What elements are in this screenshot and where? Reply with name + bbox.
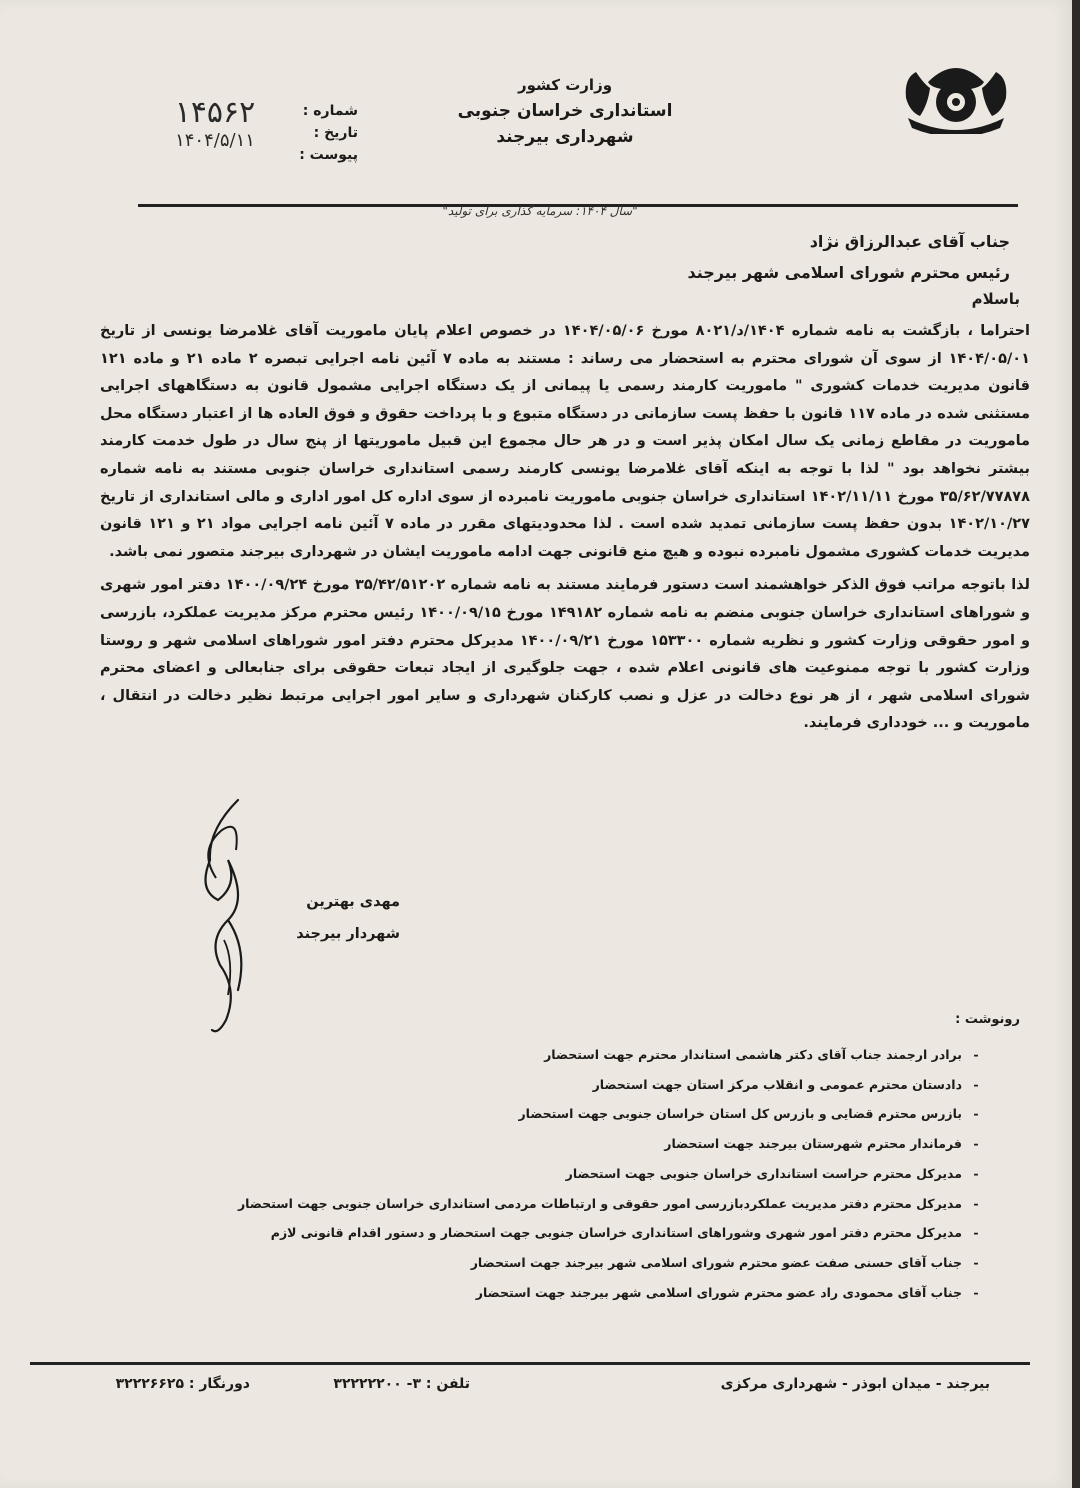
addressee bbox=[560, 226, 1010, 288]
signer-block bbox=[240, 886, 400, 950]
date-label: تاریخ : bbox=[313, 125, 358, 141]
list-item: -برادر ارجمند جناب آقای دکتر هاشمی استاندار محترم جهت استحضار bbox=[544, 1047, 979, 1062]
letter-body bbox=[100, 318, 1030, 738]
footer-divider bbox=[30, 1362, 1030, 1365]
list-item: -بازرس محترم قضایی و بازرس کل استان خراسان جنوبی جهت استحضار bbox=[518, 1106, 979, 1122]
cc-item-text: جناب آقای محمودی راد عضو محترم شورای اسلامی شهر بیرجند جهت استحضار bbox=[475, 1284, 962, 1300]
number-label: شماره : bbox=[302, 103, 358, 119]
list-item: -مدیرکل محترم دفتر امور شهری وشوراهای استانداری خراسان جنوبی جهت استحضار و دستور اقدام قانونی لازم bbox=[270, 1225, 979, 1241]
letterhead bbox=[440, 72, 690, 150]
letter-meta-labels bbox=[268, 100, 358, 166]
municipality-emblem-icon bbox=[900, 58, 1012, 134]
signer-name: مهدی بهترین bbox=[306, 894, 400, 910]
list-item: -دادستان محترم عمومی و انقلاب مرکز استان جهت استحضار bbox=[592, 1076, 979, 1092]
cc-item-text: بازرس محترم قضایی و بازرس کل استان خراسان جنوبی جهت استحضار bbox=[518, 1106, 962, 1122]
cc-item-text: دادستان محترم عمومی و انقلاب مرکز استان جهت استحضار bbox=[592, 1076, 962, 1092]
body-paragraph-2: لذا باتوجه مراتب فوق الذکر خواهشمند است دستور فرمایند مستند به نامه شماره ۳۵/۴۲/۵۱۲۰۲ مورخ ۱۴۰۰/۰۹/۲۴ دفتر امور شهری و شوراهای استانداری خراسان جنوبی منضم به نامه شماره ۱۴۹۱۸۲ مورخ ۱۴۰۰/۰۹/۱۵ رئیس محترم مرکز مدیریت عملکرد، بازرسی و امور حقوقی وزارت کشور و نظریه شماره ۱۵۳۳۰۰ مورخ ۱۴۰۰/۰۹/۲۱ مدیرکل محترم دفتر امور شوراهای اسلامی شهر و روستا وزارت کشور با توجه ممنوعیت های قانونی اعلام شده ، جهت جلوگیری از ایجاد تبعات حقوقی برای جنابعالی و اعضای محترم شورای اسلامی شهر ، از هر نوع دخالت در عزل و نصب کارکنان شهرداری و سایر امور اجرایی مرتبط نظیر دخالت در انتقال ، ماموریت و ... خودداری فرمایند. bbox=[100, 577, 1030, 732]
cc-item-text: برادر ارجمند جناب آقای دکتر هاشمی استاندار محترم جهت استحضار bbox=[544, 1047, 962, 1062]
footer-fax: دورنگار : ۳۲۲۲۶۶۲۵ bbox=[115, 1376, 250, 1392]
governorate-name: استانداری خراسان جنوبی bbox=[457, 101, 673, 121]
cc-item-text: جناب آقای حسنی صفت عضو محترم شورای اسلامی شهر بیرجند جهت استحضار bbox=[470, 1254, 962, 1270]
addressee-title: رئیس محترم شورای اسلامی شهر بیرجند bbox=[687, 263, 1010, 282]
letter-meta-values bbox=[150, 96, 280, 152]
cc-title: رونوشت : bbox=[955, 1012, 1020, 1027]
cc-item-text: مدیرکل محترم دفتر امور شهری وشوراهای استانداری خراسان جنوبی جهت استحضار و دستور اقدام قانونی لازم bbox=[270, 1225, 962, 1241]
footer-phone: تلفن : ۳- ۳۲۲۲۲۲۰۰ bbox=[333, 1376, 470, 1392]
cc-item-text: مدیرکل محترم حراست استانداری خراسان جنوبی جهت استحضار bbox=[565, 1165, 962, 1181]
ministry-name: وزارت کشور bbox=[517, 76, 613, 94]
body-paragraph-1: احتراما ، بازگشت به نامه شماره ۱۴۰۴/د/۸۰۲۱ مورخ ۱۴۰۴/۰۵/۰۶ در خصوص اعلام پایان ماموریت آقای غلامرضا یونسی از تاریخ ۱۴۰۴/۰۵/۰۱ از سوی آن شورای محترم به استحضار می رساند : مستند به ماده ۷ آئین نامه اجرایی تبصره ۲ ماده ۲۱ و ماده ۱۲۱ قانون مدیریت خدمات کشوری " ماموریت کارمند رسمی یا پیمانی از یک دستگاه اجرایی مشمول قانون به دستگاههای اجرایی مستثنی شده در ماده ۱۱۷ قانون با حفظ پست سازمانی در دستگاه متبوع و با پرداخت حقوق و فوق العاده ها از اعتبار دستگاه محل ماموریت در مقاطع زمانی یک سال امکان پذیر است و در هر حال مجموع این قبیل ماموریتها از پنج سال در طول خدمت کارمند بیشتر نخواهد بود " لذا با توجه به اینکه آقای غلامرضا یونسی کارمند رسمی استانداری خراسان جنوبی مستند به نامه شماره ۳۵/۶۲/۷۷۸۷۸ مورخ ۱۴۰۲/۱۱/۱۱ استانداری خراسان جنوبی ماموریت نامبرده از سوی اداره کل امور اداری و مالی استانداری از تاریخ ۱۴۰۲/۱۰/۲۷ بدون حفظ پست سازمانی تمدید شده است . لذا محدودیتهای مقرر در ماده ۷ آئین نامه اجرایی مواد ۲۱ و ۱۲۱ قانون مدیریت خدمات کشوری مشمول نامبرده نبوده و هیچ منع قانونی جهت ادامه ماموریت ایشان در شهرداری بیرجند متصور نمی باشد. bbox=[100, 323, 1030, 560]
salutation: باسلام bbox=[971, 290, 1020, 308]
list-item: -مدیرکل محترم حراست استانداری خراسان جنوبی جهت استحضار bbox=[565, 1165, 979, 1181]
footer-address: بیرجند - میدان ابوذر - شهرداری مرکزی bbox=[720, 1376, 990, 1392]
cc-item-text: مدیرکل محترم دفتر مدیریت عملکردبازرسی امور حقوقی و ارتباطات مردمی استانداری خراسان جنوبی جهت استحضار bbox=[237, 1195, 962, 1211]
cc-item-text: فرماندار محترم شهرستان بیرجند جهت استحضار bbox=[664, 1136, 962, 1152]
year-slogan: "سال ۱۴۰۴: سرمایه گذاری برای تولید" bbox=[442, 204, 638, 218]
attachment-label: پیوست : bbox=[299, 147, 358, 163]
list-item: -مدیرکل محترم دفتر مدیریت عملکردبازرسی امور حقوقی و ارتباطات مردمی استانداری خراسان جنوبی جهت استحضار bbox=[237, 1195, 979, 1211]
cc-list bbox=[150, 1040, 990, 1307]
list-item: -جناب آقای محمودی راد عضو محترم شورای اسلامی شهر بیرجند جهت استحضار bbox=[475, 1284, 979, 1300]
signer-title: شهردار بیرجند bbox=[296, 926, 400, 942]
addressee-name: جناب آقای عبدالرزاق نژاد bbox=[809, 232, 1010, 251]
municipality-name: شهرداری بیرجند bbox=[496, 127, 634, 147]
letter-date: ۱۴۰۴/۵/۱۱ bbox=[175, 130, 255, 151]
list-item: -فرماندار محترم شهرستان بیرجند جهت استحضار bbox=[664, 1136, 979, 1152]
list-item: -جناب آقای حسنی صفت عضو محترم شورای اسلامی شهر بیرجند جهت استحضار bbox=[470, 1254, 979, 1270]
letter-number: ۱۴۵۶۲ bbox=[174, 95, 256, 130]
